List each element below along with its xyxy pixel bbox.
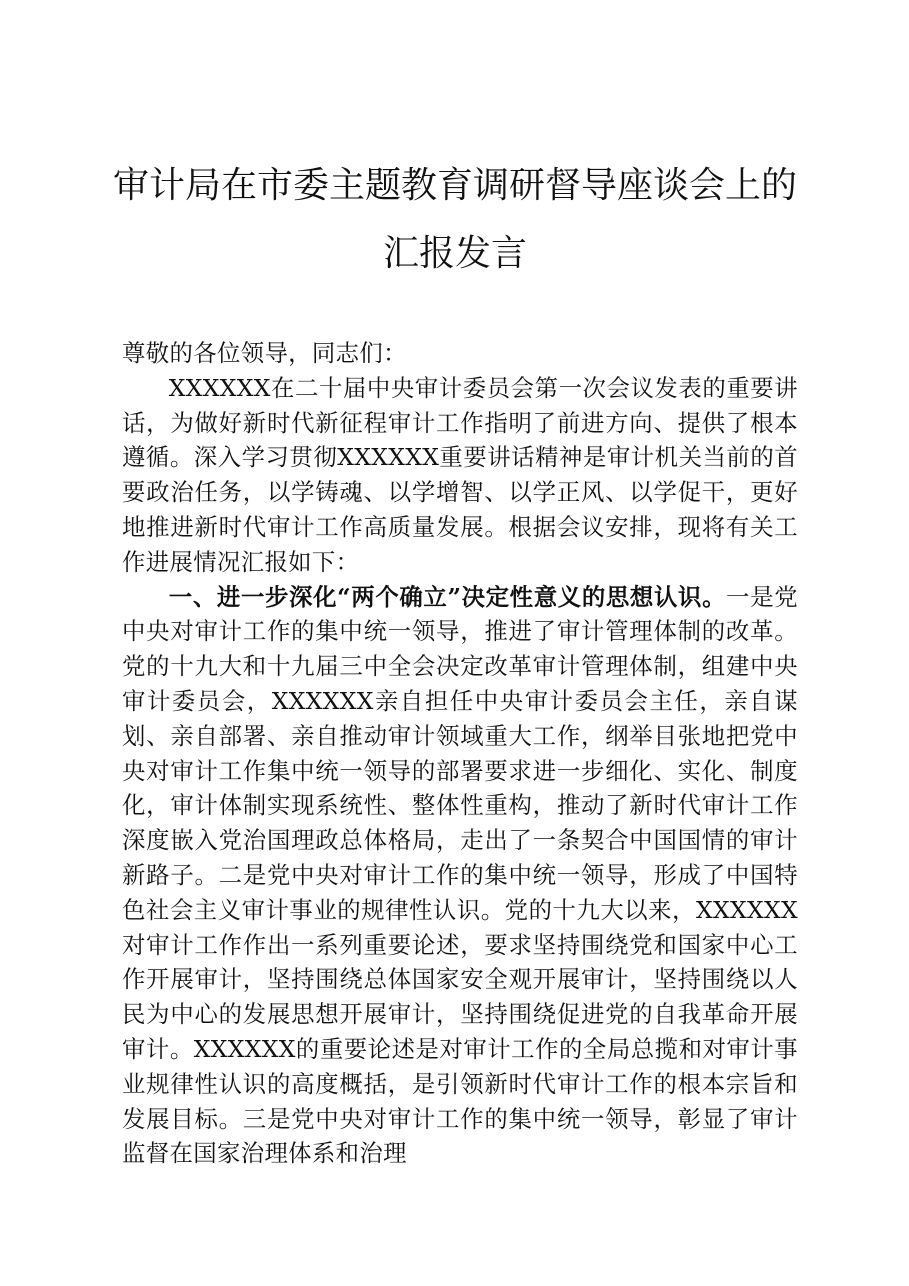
section-heading: 一、进一步深化“两个确立”决定性意义的思想认识。 bbox=[168, 582, 727, 611]
document-title: 审计局在市委主题教育调研督导座谈会上的汇报发言 bbox=[112, 165, 797, 274]
section-body-text: 一是党中央对审计工作的集中统一领导，推进了审计管理体制的改革。党的十九大和十九届三中全会决定改革审计管理体制，组建中央审计委员会，XXXXXX亲自担任中央审计委员会主任，亲自谋划、亲自部署、亲自推动审计领域重大工作，纲举目张地把党中央对审计工作集中统一领导的部署要求进一步细化、实化、制度化，审计体制实现系统性、整体性重构，推动了新时代审计工作深度嵌入党治国理政总体格局，走出了一条契合中国国情的审计新路子。二是党中央对审计工作的集中统一领导，形成了中国特色社会主义审计事业的规律性认识。党的十九大以来，XXXXXX对审计工作作出一系列重要论述，要求坚持围绕党和国家中心工作开展审计，坚持围绕总体国家安全观开展审计，坚持围绕以人民为中心的发展思想开展审计，坚持围绕促进党的自我革命开展审计。XXXXXX的重要论述是对审计工作的全局总揽和对审计事业规律性认识的高度概括，是引领新时代审计工作的根本宗旨和发展目标。三是党中央对审计工作的集中统一领导，彰显了审计监督在国家治理体系和治理 bbox=[122, 582, 798, 1168]
paragraph-intro: XXXXXX在二十届中央审计委员会第一次会议发表的重要讲话，为做好新时代新征程审计工作指明了前进方向、提供了根本遵循。深入学习贯彻XXXXXX重要讲话精神是审计机关当前的首要政治任务，以学铸魂、以学增智、以学正风、以学促干，更好地推进新时代审计工作高质量发展。根据会议安排，现将有关工作进展情况汇报如下： bbox=[122, 373, 798, 576]
salutation: 尊敬的各位领导，同志们： bbox=[122, 339, 407, 367]
document-body bbox=[122, 336, 798, 1171]
paragraph-section-one bbox=[122, 580, 798, 1172]
